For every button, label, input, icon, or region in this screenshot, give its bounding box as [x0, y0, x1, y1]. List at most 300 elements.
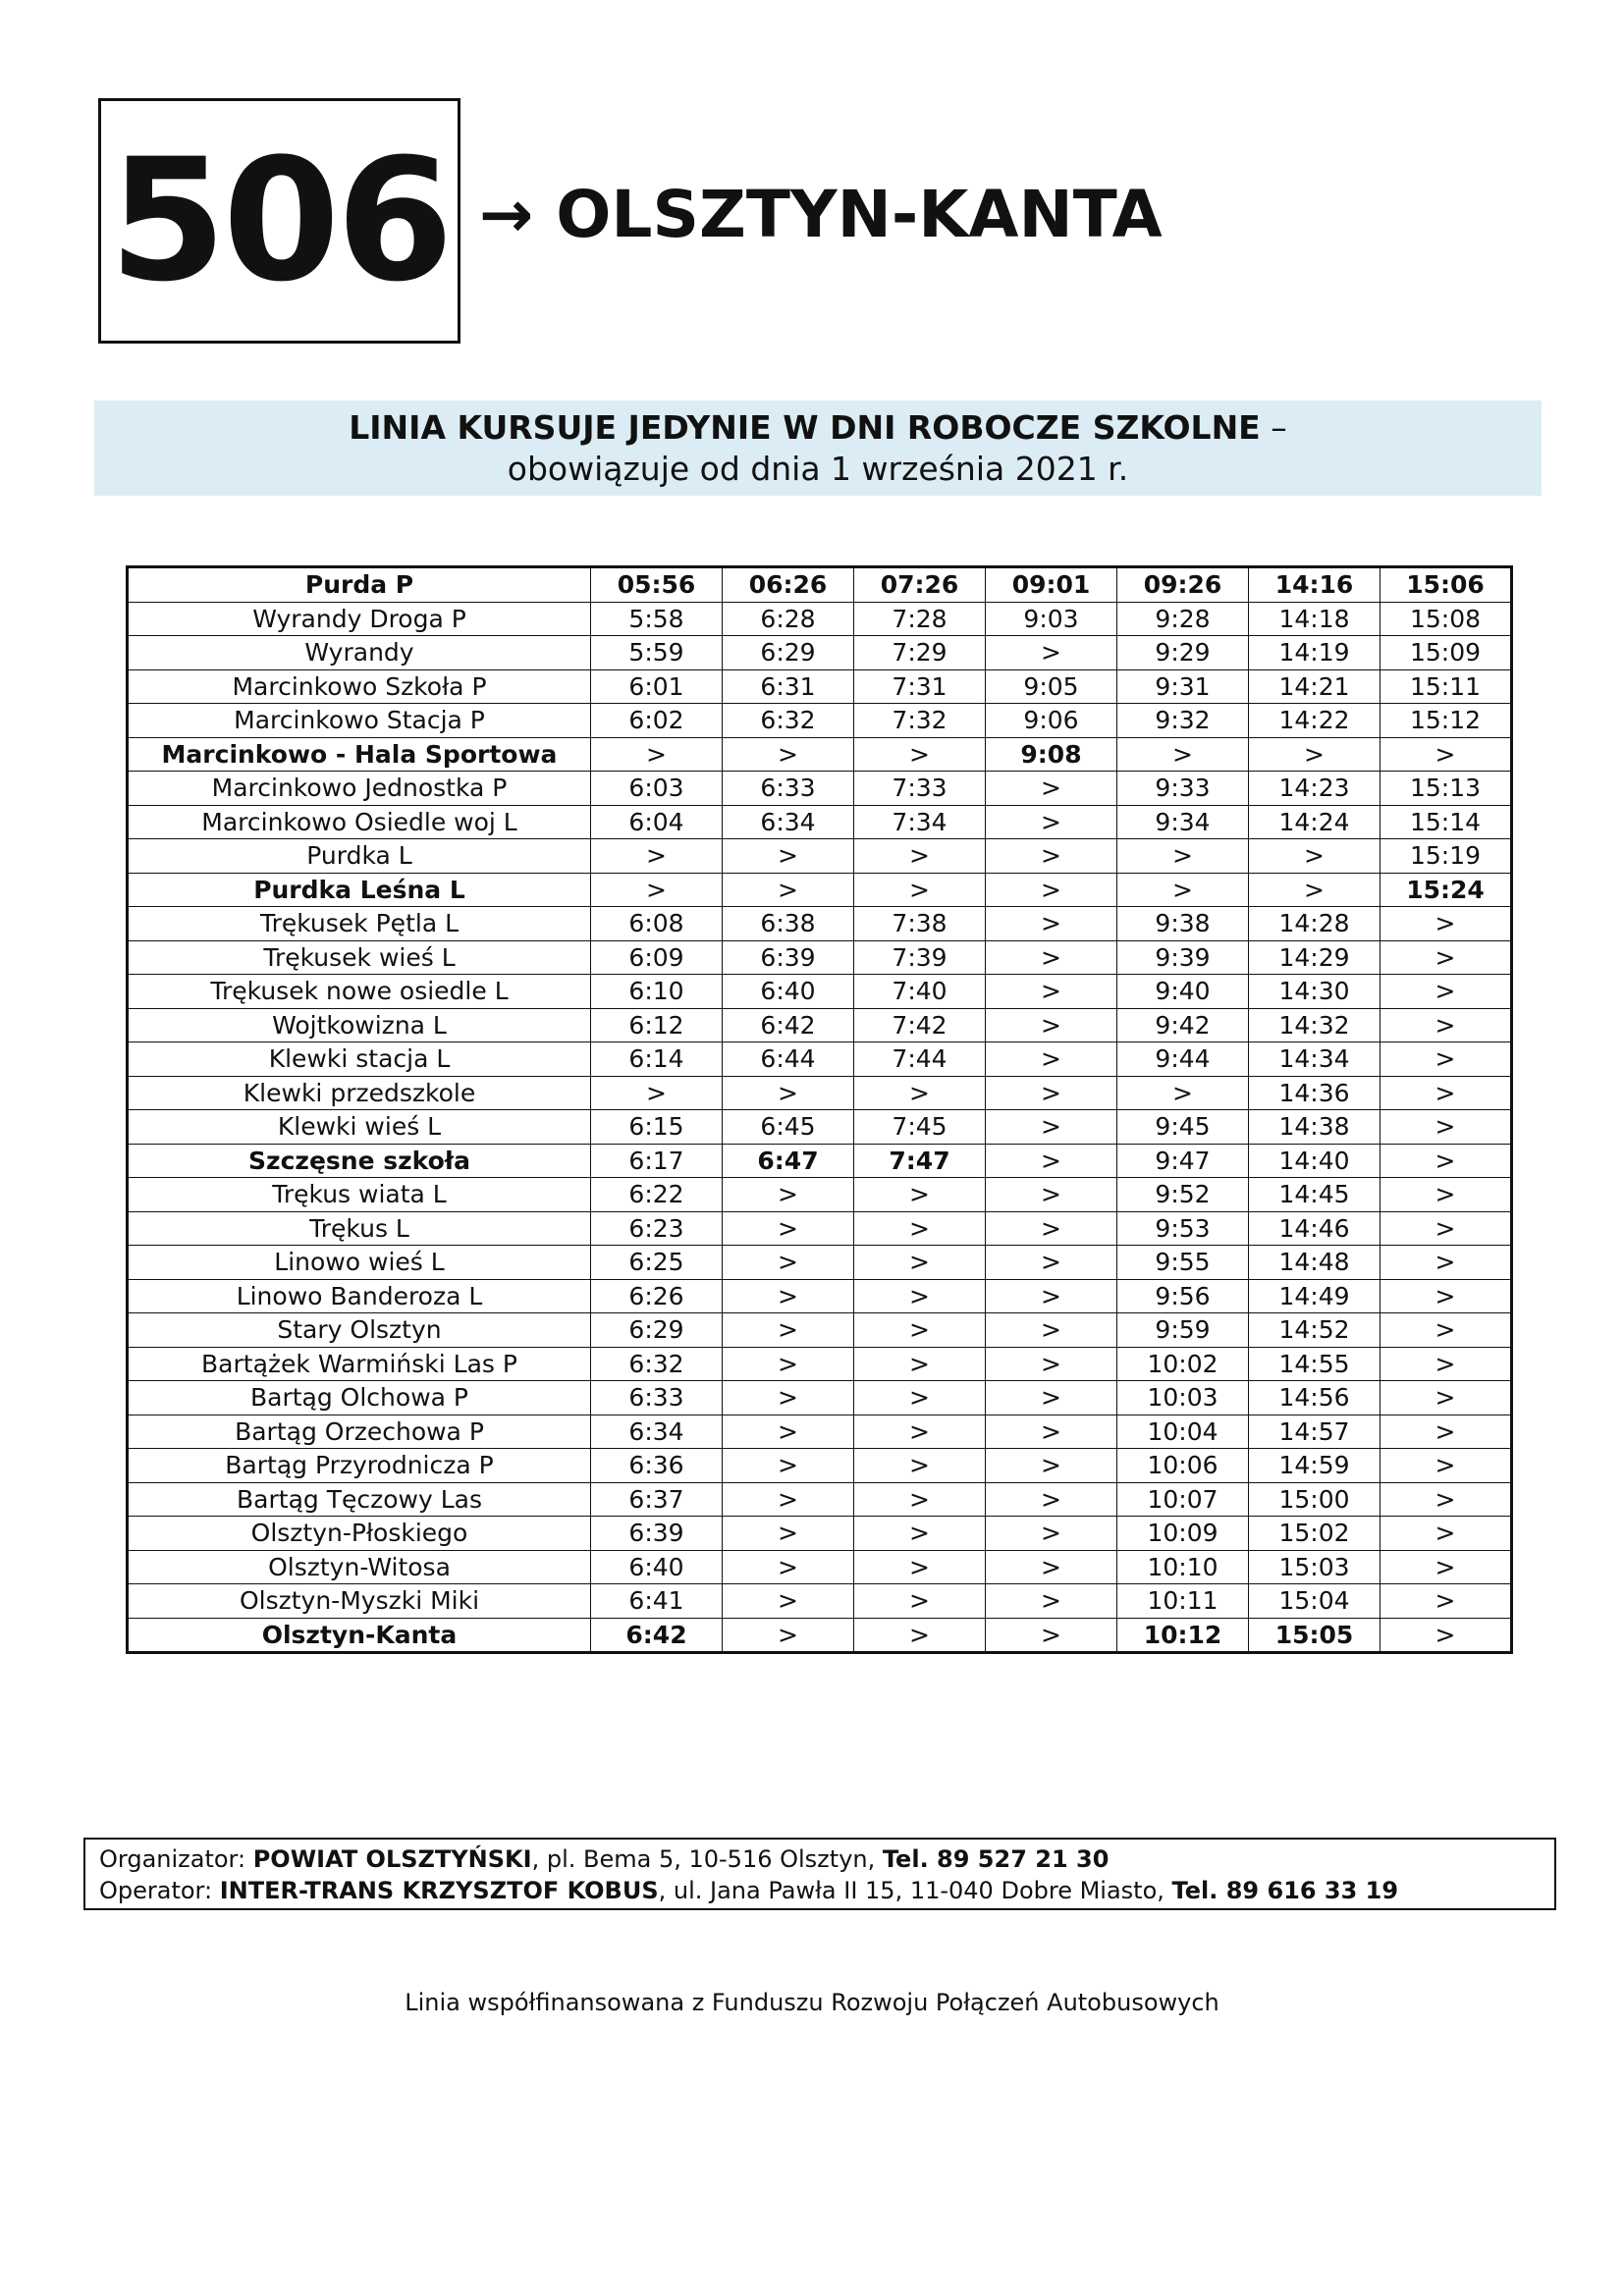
funding-note: Linia współfinansowana z Funduszu Rozwoju Połączeń Autobusowych: [405, 1989, 1219, 2016]
departure-time: >: [986, 1584, 1117, 1619]
timetable-row: [128, 669, 1512, 704]
departure-time: 14:59: [1249, 1449, 1380, 1483]
timetable-row: [128, 1415, 1512, 1449]
departure-time: >: [854, 1211, 986, 1246]
departure-time: >: [986, 1178, 1117, 1212]
departure-time: >: [986, 1076, 1117, 1110]
departure-time: 15:24: [1380, 873, 1512, 907]
departure-time: 14:34: [1249, 1042, 1380, 1077]
operator-line: [99, 1875, 1541, 1906]
timetable-row: [128, 805, 1512, 839]
departure-time: >: [854, 1618, 986, 1653]
stop-name: Wyrandy Droga P: [128, 602, 591, 636]
timetable: [126, 565, 1513, 1654]
departure-time: >: [1380, 975, 1512, 1009]
departure-time: 6:40: [723, 975, 854, 1009]
departure-time: 10:12: [1117, 1618, 1249, 1653]
stop-name: Szczęsne szkoła: [128, 1144, 591, 1178]
departure-time: 6:23: [591, 1211, 723, 1246]
departure-time: 10:06: [1117, 1449, 1249, 1483]
departure-time: 15:04: [1249, 1584, 1380, 1619]
departure-time: 9:06: [986, 704, 1117, 738]
timetable-row: [128, 1449, 1512, 1483]
departure-time: 14:45: [1249, 1178, 1380, 1212]
departure-time: >: [1380, 1550, 1512, 1584]
departure-time: >: [986, 1482, 1117, 1517]
timetable-row: [128, 1517, 1512, 1551]
timetable-row: [128, 704, 1512, 738]
departure-time: 07:26: [854, 567, 986, 603]
operator-address: , ul. Jana Pawła II 15, 11-040 Dobre Miasto,: [658, 1877, 1172, 1904]
timetable-row: [128, 567, 1512, 603]
stop-name: Wyrandy: [128, 636, 591, 670]
departure-time: 6:15: [591, 1110, 723, 1145]
timetable-row: [128, 1178, 1512, 1212]
departure-time: >: [986, 873, 1117, 907]
departure-time: 6:45: [723, 1110, 854, 1145]
departure-time: >: [1380, 1110, 1512, 1145]
stop-name: Olsztyn-Płoskiego: [128, 1517, 591, 1551]
departure-time: 15:05: [1249, 1618, 1380, 1653]
departure-time: 7:39: [854, 940, 986, 975]
departure-time: 9:31: [1117, 669, 1249, 704]
departure-time: 6:33: [723, 772, 854, 806]
departure-time: 10:02: [1117, 1347, 1249, 1381]
departure-time: 9:52: [1117, 1178, 1249, 1212]
departure-time: 10:09: [1117, 1517, 1249, 1551]
departure-time: 7:45: [854, 1110, 986, 1145]
departure-time: >: [723, 1415, 854, 1449]
departure-time: >: [986, 1008, 1117, 1042]
departure-time: >: [591, 1076, 723, 1110]
departure-time: 10:10: [1117, 1550, 1249, 1584]
departure-time: 9:55: [1117, 1246, 1249, 1280]
stop-name: Marcinkowo Osiedle woj L: [128, 805, 591, 839]
departure-time: 14:40: [1249, 1144, 1380, 1178]
departure-time: >: [1380, 737, 1512, 772]
stop-name: Trękus L: [128, 1211, 591, 1246]
departure-time: >: [723, 1076, 854, 1110]
operator-label: Operator:: [99, 1877, 220, 1904]
departure-time: >: [986, 1313, 1117, 1348]
departure-time: >: [1380, 1415, 1512, 1449]
departure-time: 14:22: [1249, 704, 1380, 738]
notice-valid-from: obowiązuje od dnia 1 września 2021 r.: [507, 450, 1129, 488]
departure-time: 6:32: [723, 704, 854, 738]
departure-time: 6:32: [591, 1347, 723, 1381]
timetable-row: [128, 1279, 1512, 1313]
departure-time: 9:33: [1117, 772, 1249, 806]
stop-name: Wojtkowizna L: [128, 1008, 591, 1042]
timetable-row: [128, 975, 1512, 1009]
stop-name: Marcinkowo Jednostka P: [128, 772, 591, 806]
departure-time: >: [854, 1347, 986, 1381]
stop-name: Trękusek wieś L: [128, 940, 591, 975]
operator-phone: Tel. 89 616 33 19: [1171, 1877, 1399, 1904]
departure-time: 7:44: [854, 1042, 986, 1077]
departure-time: 9:03: [986, 602, 1117, 636]
timetable-row: [128, 737, 1512, 772]
timetable-row: [128, 1042, 1512, 1077]
departure-time: >: [1380, 1042, 1512, 1077]
departure-time: 9:05: [986, 669, 1117, 704]
departure-time: 14:52: [1249, 1313, 1380, 1348]
departure-time: 14:24: [1249, 805, 1380, 839]
stop-name: Olsztyn-Witosa: [128, 1550, 591, 1584]
stop-name: Bartąg Przyrodnicza P: [128, 1449, 591, 1483]
departure-time: >: [1380, 1246, 1512, 1280]
departure-time: >: [986, 1042, 1117, 1077]
departure-time: 7:34: [854, 805, 986, 839]
timetable-row: [128, 1618, 1512, 1653]
departure-time: 9:34: [1117, 805, 1249, 839]
departure-time: 7:38: [854, 907, 986, 941]
departure-time: >: [986, 1144, 1117, 1178]
departure-time: 6:09: [591, 940, 723, 975]
timetable-row: [128, 1110, 1512, 1145]
stop-name: Klewki stacja L: [128, 1042, 591, 1077]
departure-time: 6:40: [591, 1550, 723, 1584]
departure-time: >: [1380, 1144, 1512, 1178]
departure-time: >: [854, 873, 986, 907]
departure-time: 7:29: [854, 636, 986, 670]
departure-time: >: [854, 1178, 986, 1212]
departure-time: 6:42: [723, 1008, 854, 1042]
departure-time: 9:59: [1117, 1313, 1249, 1348]
departure-time: 9:40: [1117, 975, 1249, 1009]
departure-time: 6:03: [591, 772, 723, 806]
departure-time: 14:21: [1249, 669, 1380, 704]
departure-time: >: [854, 1279, 986, 1313]
timetable-row: [128, 1008, 1512, 1042]
timetable-row: [128, 940, 1512, 975]
departure-time: >: [986, 772, 1117, 806]
departure-time: >: [1380, 1279, 1512, 1313]
timetable-row: [128, 772, 1512, 806]
departure-time: >: [1380, 1178, 1512, 1212]
departure-time: 09:26: [1117, 567, 1249, 603]
stop-name: Trękusek nowe osiedle L: [128, 975, 591, 1009]
stop-name: Bartąg Olchowa P: [128, 1381, 591, 1415]
departure-time: >: [723, 1517, 854, 1551]
stop-name: Klewki wieś L: [128, 1110, 591, 1145]
stop-name: Purdka Leśna L: [128, 873, 591, 907]
departure-time: >: [723, 1381, 854, 1415]
departure-time: >: [1117, 1076, 1249, 1110]
departure-time: 5:58: [591, 602, 723, 636]
departure-time: >: [591, 873, 723, 907]
departure-time: 9:45: [1117, 1110, 1249, 1145]
line-number: 506: [108, 122, 451, 319]
departure-time: 14:18: [1249, 602, 1380, 636]
departure-time: 14:19: [1249, 636, 1380, 670]
departure-time: 6:10: [591, 975, 723, 1009]
departure-time: 6:02: [591, 704, 723, 738]
departure-time: 14:49: [1249, 1279, 1380, 1313]
departure-time: 15:03: [1249, 1550, 1380, 1584]
departure-time: >: [986, 1279, 1117, 1313]
departure-time: >: [986, 1211, 1117, 1246]
departure-time: 6:37: [591, 1482, 723, 1517]
departure-time: 6:33: [591, 1381, 723, 1415]
stop-name: Bartąg Orzechowa P: [128, 1415, 591, 1449]
departure-time: >: [1380, 1076, 1512, 1110]
departure-time: 7:28: [854, 602, 986, 636]
departure-time: 6:01: [591, 669, 723, 704]
service-notice: [94, 400, 1542, 496]
departure-time: >: [1380, 940, 1512, 975]
departure-time: 7:42: [854, 1008, 986, 1042]
timetable-row: [128, 839, 1512, 874]
departure-time: >: [986, 1415, 1117, 1449]
departure-time: >: [986, 940, 1117, 975]
departure-time: >: [1380, 1347, 1512, 1381]
departure-time: >: [1249, 839, 1380, 874]
departure-time: >: [986, 907, 1117, 941]
departure-time: >: [723, 1246, 854, 1280]
departure-time: 7:32: [854, 704, 986, 738]
departure-time: 15:08: [1380, 602, 1512, 636]
departure-time: 6:04: [591, 805, 723, 839]
departure-time: 7:40: [854, 975, 986, 1009]
departure-time: >: [1380, 1211, 1512, 1246]
departure-time: >: [986, 839, 1117, 874]
departure-time: >: [854, 1415, 986, 1449]
departure-time: 15:00: [1249, 1482, 1380, 1517]
departure-time: 14:32: [1249, 1008, 1380, 1042]
departure-time: 9:44: [1117, 1042, 1249, 1077]
departure-time: 14:28: [1249, 907, 1380, 941]
timetable-row: [128, 1550, 1512, 1584]
departure-time: 6:36: [591, 1449, 723, 1483]
stop-name: Bartążek Warmiński Las P: [128, 1347, 591, 1381]
stop-name: Purda P: [128, 567, 591, 603]
departure-time: 15:13: [1380, 772, 1512, 806]
departure-time: 5:59: [591, 636, 723, 670]
departure-time: 14:46: [1249, 1211, 1380, 1246]
stop-name: Marcinkowo Stacja P: [128, 704, 591, 738]
stop-name: Marcinkowo - Hala Sportowa: [128, 737, 591, 772]
departure-time: 9:56: [1117, 1279, 1249, 1313]
departure-time: >: [723, 1482, 854, 1517]
departure-time: 6:42: [591, 1618, 723, 1653]
departure-time: 7:33: [854, 772, 986, 806]
departure-time: >: [1380, 907, 1512, 941]
organizer-line: [99, 1843, 1541, 1875]
stop-name: Trękus wiata L: [128, 1178, 591, 1212]
departure-time: >: [1380, 1584, 1512, 1619]
departure-time: >: [986, 1246, 1117, 1280]
timetable-body: [128, 567, 1512, 1653]
departure-time: 15:06: [1380, 567, 1512, 603]
departure-time: 6:17: [591, 1144, 723, 1178]
departure-time: 9:53: [1117, 1211, 1249, 1246]
timetable-row: [128, 1076, 1512, 1110]
departure-time: 10:04: [1117, 1415, 1249, 1449]
departure-time: 6:31: [723, 669, 854, 704]
departure-time: 14:56: [1249, 1381, 1380, 1415]
departure-time: 15:14: [1380, 805, 1512, 839]
departure-time: 14:38: [1249, 1110, 1380, 1145]
departure-time: 14:36: [1249, 1076, 1380, 1110]
organizer-name: POWIAT OLSZTYŃSKI: [252, 1845, 532, 1873]
departure-time: 9:39: [1117, 940, 1249, 975]
departure-time: >: [1380, 1517, 1512, 1551]
footer-info: [83, 1838, 1556, 1910]
departure-time: >: [1380, 1313, 1512, 1348]
departure-time: 10:03: [1117, 1381, 1249, 1415]
departure-time: 06:26: [723, 567, 854, 603]
departure-time: >: [1117, 873, 1249, 907]
stop-name: Linowo Banderoza L: [128, 1279, 591, 1313]
departure-time: 15:19: [1380, 839, 1512, 874]
departure-time: >: [986, 975, 1117, 1009]
timetable-row: [128, 1584, 1512, 1619]
departure-time: 9:08: [986, 737, 1117, 772]
organizer-address: , pl. Bema 5, 10-516 Olsztyn,: [531, 1845, 883, 1873]
notice-dash: –: [1260, 408, 1287, 447]
departure-time: >: [854, 1246, 986, 1280]
departure-time: >: [986, 1550, 1117, 1584]
departure-time: 6:38: [723, 907, 854, 941]
departure-time: 9:32: [1117, 704, 1249, 738]
departure-time: 9:29: [1117, 636, 1249, 670]
timetable-row: [128, 1144, 1512, 1178]
departure-time: >: [723, 1178, 854, 1212]
departure-time: >: [723, 1584, 854, 1619]
departure-time: >: [723, 839, 854, 874]
departure-time: >: [986, 1517, 1117, 1551]
operator-name: INTER-TRANS KRZYSZTOF KOBUS: [219, 1877, 659, 1904]
departure-time: >: [723, 1347, 854, 1381]
departure-time: >: [1249, 737, 1380, 772]
departure-time: >: [591, 839, 723, 874]
departure-time: >: [854, 1550, 986, 1584]
departure-time: 14:55: [1249, 1347, 1380, 1381]
departure-time: >: [986, 1618, 1117, 1653]
departure-time: 6:41: [591, 1584, 723, 1619]
timetable-row: [128, 636, 1512, 670]
departure-time: 09:01: [986, 567, 1117, 603]
departure-time: 14:16: [1249, 567, 1380, 603]
timetable-row: [128, 1211, 1512, 1246]
departure-time: >: [986, 1381, 1117, 1415]
departure-time: 05:56: [591, 567, 723, 603]
timetable-row: [128, 602, 1512, 636]
departure-time: 6:26: [591, 1279, 723, 1313]
departure-time: >: [1380, 1449, 1512, 1483]
departure-time: >: [1117, 737, 1249, 772]
departure-time: >: [723, 737, 854, 772]
stop-name: Bartąg Tęczowy Las: [128, 1482, 591, 1517]
departure-time: >: [986, 1347, 1117, 1381]
stop-name: Olsztyn-Myszki Miki: [128, 1584, 591, 1619]
departure-time: 6:12: [591, 1008, 723, 1042]
departure-time: 6:44: [723, 1042, 854, 1077]
stop-name: Klewki przedszkole: [128, 1076, 591, 1110]
departure-time: 14:23: [1249, 772, 1380, 806]
departure-time: 7:31: [854, 669, 986, 704]
departure-time: 14:48: [1249, 1246, 1380, 1280]
timetable-row: [128, 907, 1512, 941]
departure-time: >: [723, 1550, 854, 1584]
departure-time: >: [723, 873, 854, 907]
departure-time: >: [854, 839, 986, 874]
departure-time: 14:57: [1249, 1415, 1380, 1449]
departure-time: 6:29: [591, 1313, 723, 1348]
departure-time: >: [723, 1279, 854, 1313]
departure-time: >: [1380, 1482, 1512, 1517]
departure-time: 6:28: [723, 602, 854, 636]
departure-time: 10:07: [1117, 1482, 1249, 1517]
departure-time: 6:34: [591, 1415, 723, 1449]
organizer-label: Organizator:: [99, 1845, 253, 1873]
departure-time: 6:34: [723, 805, 854, 839]
departure-time: 15:12: [1380, 704, 1512, 738]
departure-time: 9:42: [1117, 1008, 1249, 1042]
departure-time: >: [854, 1482, 986, 1517]
departure-time: >: [854, 737, 986, 772]
timetable-row: [128, 1347, 1512, 1381]
organizer-phone: Tel. 89 527 21 30: [882, 1845, 1110, 1873]
departure-time: 6:22: [591, 1178, 723, 1212]
departure-time: 6:39: [591, 1517, 723, 1551]
departure-time: >: [854, 1313, 986, 1348]
timetable-row: [128, 1482, 1512, 1517]
departure-time: >: [854, 1076, 986, 1110]
departure-time: 9:47: [1117, 1144, 1249, 1178]
departure-time: >: [723, 1449, 854, 1483]
stop-name: Marcinkowo Szkoła P: [128, 669, 591, 704]
departure-time: >: [1380, 1618, 1512, 1653]
departure-time: >: [986, 636, 1117, 670]
departure-time: 9:38: [1117, 907, 1249, 941]
departure-time: 10:11: [1117, 1584, 1249, 1619]
stop-name: Linowo wieś L: [128, 1246, 591, 1280]
departure-time: >: [854, 1584, 986, 1619]
departure-time: >: [854, 1381, 986, 1415]
departure-time: 6:08: [591, 907, 723, 941]
departure-time: 6:47: [723, 1144, 854, 1178]
notice-days: LINIA KURSUJE JEDYNIE W DNI ROBOCZE SZKOLNE: [349, 408, 1261, 447]
timetable-row: [128, 1313, 1512, 1348]
departure-time: >: [986, 805, 1117, 839]
departure-time: 14:29: [1249, 940, 1380, 975]
notice-line-1: [94, 406, 1542, 450]
stop-name: Olsztyn-Kanta: [128, 1618, 591, 1653]
departure-time: 6:39: [723, 940, 854, 975]
departure-time: >: [986, 1449, 1117, 1483]
departure-time: 6:25: [591, 1246, 723, 1280]
departure-time: >: [591, 737, 723, 772]
departure-time: 14:30: [1249, 975, 1380, 1009]
departure-time: 6:14: [591, 1042, 723, 1077]
departure-time: >: [854, 1517, 986, 1551]
stop-name: Stary Olsztyn: [128, 1313, 591, 1348]
departure-time: 15:02: [1249, 1517, 1380, 1551]
departure-time: 9:28: [1117, 602, 1249, 636]
departure-time: >: [1380, 1381, 1512, 1415]
stop-name: Purdka L: [128, 839, 591, 874]
departure-time: >: [986, 1110, 1117, 1145]
departure-time: 6:29: [723, 636, 854, 670]
departure-time: >: [1380, 1008, 1512, 1042]
stop-name: Trękusek Pętla L: [128, 907, 591, 941]
destination-title: → OLSZTYN-KANTA: [479, 177, 1163, 252]
line-number-box: [98, 98, 460, 344]
departure-time: >: [854, 1449, 986, 1483]
departure-time: >: [1117, 839, 1249, 874]
